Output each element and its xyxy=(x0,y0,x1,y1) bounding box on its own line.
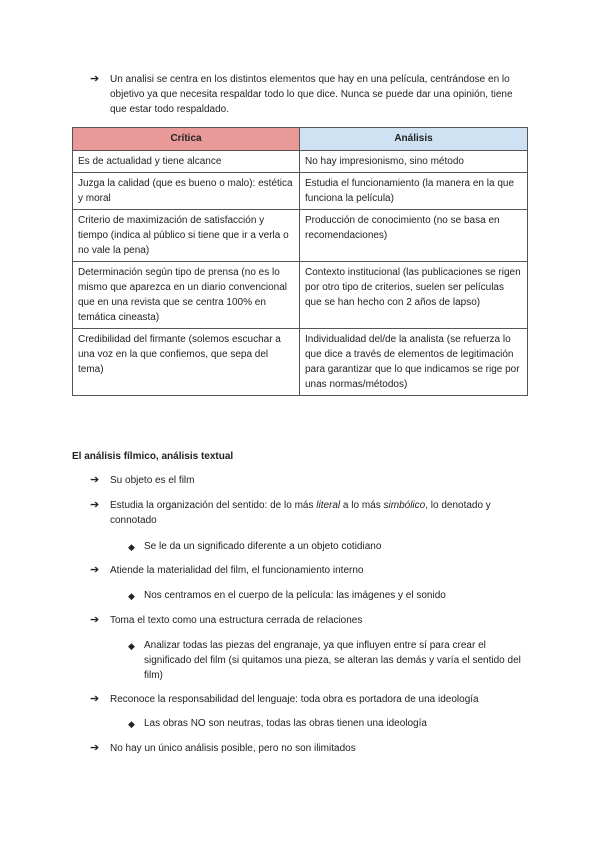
list-item-text: Su objeto es el film xyxy=(110,475,195,486)
text-run: Estudia la organización del sentido: de lo más xyxy=(110,500,317,511)
table-row xyxy=(73,173,528,210)
sub-list-item-text: Se le da un significado diferente a un objeto cotidiano xyxy=(144,541,382,552)
diamond-icon: ◆ xyxy=(128,542,135,552)
sub-list-item xyxy=(128,588,530,604)
list-item xyxy=(90,692,530,707)
table-row xyxy=(73,262,528,329)
table-cell: Individualidad del/de la analista (se refuerza lo que dice a través de elementos de legitimación para garantizar que lo que indicamos se rige por unas normas/métodos) xyxy=(300,329,528,396)
list-item xyxy=(90,473,530,488)
table-cell: No hay impresionismo, sino método xyxy=(300,151,528,173)
arrow-icon: ➔ xyxy=(90,564,100,576)
sub-list-item-text: Analizar todas las piezas del engranaje, ya que influyen entre sí para crear el significado del film (si quitamos una pieza, se alteran las demás y varía el sentido del film) xyxy=(144,640,521,681)
table-cell: Credibilidad del firmante (solemos escuchar a una voz en la que confiemos, que sepa del tema) xyxy=(73,329,300,396)
list-item-text: Reconoce la responsabilidad del lenguaje: toda obra es portadora de una ideología xyxy=(110,694,479,705)
header-analisis: Análisis xyxy=(300,128,528,151)
list-item xyxy=(90,498,530,528)
table-cell: Estudia el funcionamiento (la manera en la que funciona la película) xyxy=(300,173,528,210)
arrow-icon: ➔ xyxy=(90,742,100,754)
list-item xyxy=(90,563,530,578)
list-item-text: Atiende la materialidad del film, el funcionamiento interno xyxy=(110,565,364,576)
table-row xyxy=(73,329,528,396)
table-cell: Determinación según tipo de prensa (no es lo mismo que aparezca en un diario convencional que en una revista que se centra 100% en temática cineasta) xyxy=(73,262,300,329)
sub-list-item xyxy=(128,539,530,555)
list-item-text xyxy=(110,498,530,528)
comparison-table xyxy=(72,127,528,396)
sub-list-item xyxy=(128,638,530,683)
arrow-icon: ➔ xyxy=(90,474,100,486)
text-run: , lo denotado y connotado xyxy=(110,500,491,526)
list-item-text: Toma el texto como una estructura cerrada de relaciones xyxy=(110,615,363,626)
intro-text: Un analisi se centra en los distintos elementos que hay en una película, centrándose en lo objetivo ya que necesita respaldar todo lo que dice. Nunca se puede dar una opinión, tiene que estar todo respaldado. xyxy=(110,74,513,115)
table-row xyxy=(73,210,528,262)
table-cell: Criterio de maximización de satisfacción y tiempo (indica al público si tiene que ir a verla o no vale la pena) xyxy=(73,210,300,262)
arrow-icon: ➔ xyxy=(90,499,100,511)
emphasis-literal: literal xyxy=(316,500,341,511)
list-item xyxy=(90,613,530,628)
sub-list-item xyxy=(128,716,530,732)
diamond-icon: ◆ xyxy=(128,641,135,651)
table-cell: Producción de conocimiento (no se basa en recomendaciones) xyxy=(300,210,528,262)
diamond-icon: ◆ xyxy=(128,719,135,729)
arrow-icon: ➔ xyxy=(90,614,100,626)
arrow-icon: ➔ xyxy=(90,73,100,85)
table-cell: Es de actualidad y tiene alcance xyxy=(73,151,300,173)
table-cell: Juzga la calidad (que es bueno o malo): estética y moral xyxy=(73,173,300,210)
list-item-text: No hay un único análisis posible, pero no son ilimitados xyxy=(110,743,356,754)
table-row xyxy=(73,151,528,173)
sub-list-item-text: Las obras NO son neutras, todas las obras tienen una ideología xyxy=(144,718,427,729)
intro-list-item xyxy=(90,72,530,117)
table-header-row xyxy=(73,128,528,151)
emphasis-simbolico: simbólico xyxy=(383,500,426,511)
table-cell: Contexto institucional (las publicaciones se rigen por otro tipo de criterios, suelen ser películas que se han hecho con 2 años de lapso) xyxy=(300,262,528,329)
sub-list-item-text: Nos centramos en el cuerpo de la película: las imágenes y el sonido xyxy=(144,590,446,601)
header-critica: Crítica xyxy=(73,128,300,151)
arrow-icon: ➔ xyxy=(90,693,100,705)
text-run: a lo más xyxy=(340,500,384,511)
diamond-icon: ◆ xyxy=(128,591,135,601)
list-item xyxy=(90,741,530,756)
section-heading: El análisis fílmico, análisis textual xyxy=(72,451,234,462)
